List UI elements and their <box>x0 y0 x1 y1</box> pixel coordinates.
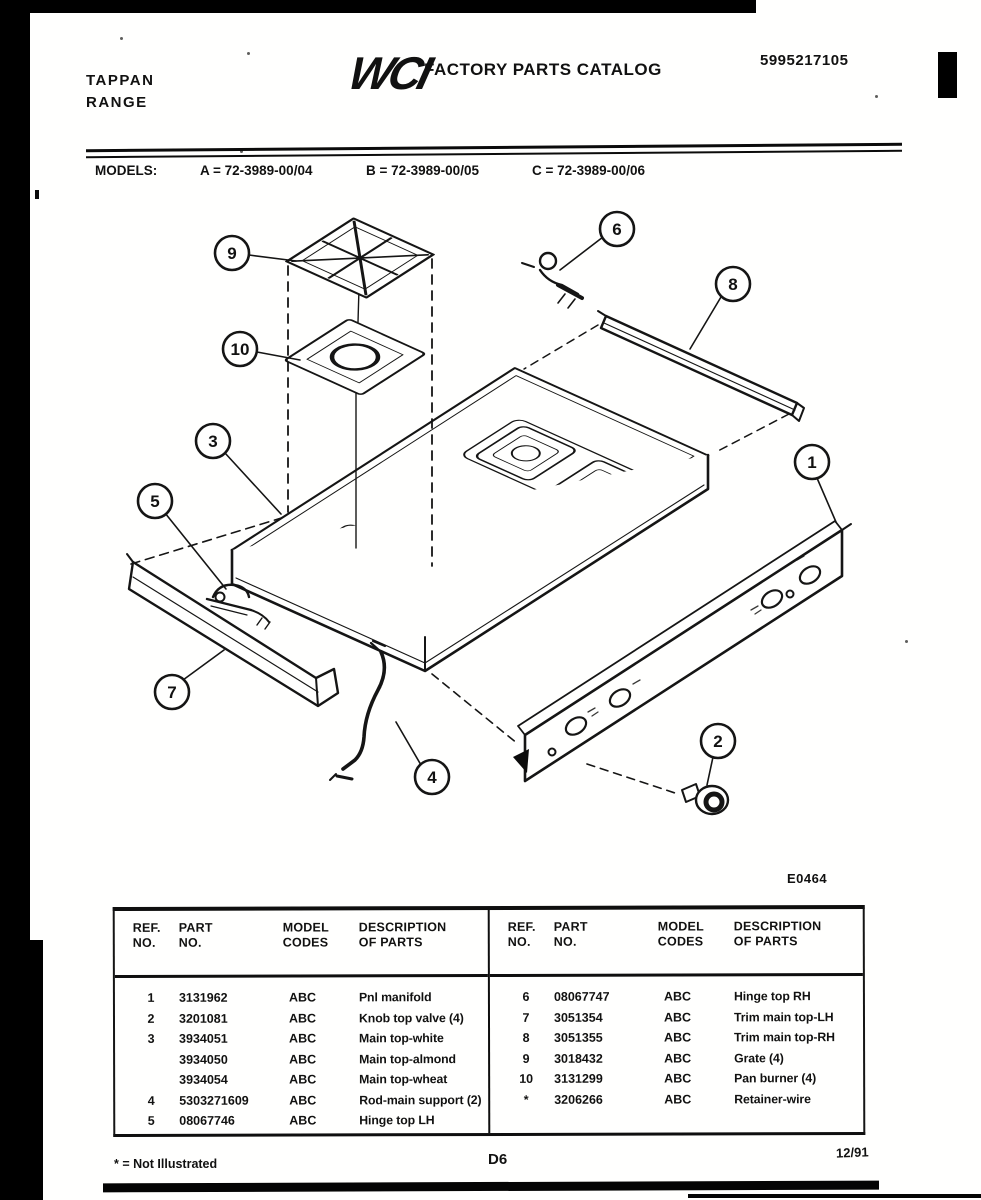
footer-rule-bar-2 <box>688 1194 981 1198</box>
table-row: 8 3051355 ABC Trim main top-RH <box>522 1030 835 1045</box>
callout-10 <box>223 332 257 366</box>
table-row: 2 3201081 ABC Knob top valve (4) <box>147 1010 464 1026</box>
wci-logo: WCI <box>343 47 434 99</box>
table-header-rule <box>490 973 863 977</box>
parts-table-left <box>115 910 491 1134</box>
table-row: 7 3051354 ABC Trim main top-LH <box>522 1009 834 1025</box>
callout-7 <box>155 675 189 709</box>
table-header-left <box>133 920 488 951</box>
callout-4 <box>415 760 449 794</box>
callout-9-label: 9 <box>227 244 237 263</box>
callout-1 <box>795 445 829 479</box>
pan-burner <box>285 319 426 395</box>
table-row: 5 08067746 ABC Hinge top LH <box>147 1113 435 1128</box>
table-body-left <box>133 990 485 1134</box>
table-row: 10 3131299 ABC Pan burner (4) <box>519 1071 817 1086</box>
callout-2 <box>701 724 735 758</box>
col-header-codes: MODEL CODES <box>657 919 704 949</box>
callout-2-label: 2 <box>713 732 723 751</box>
table-row: 4 5303271609 ABC Rod-main support (2) <box>147 1092 482 1108</box>
col-header-ref: REF. NO. <box>507 919 536 949</box>
col-header-codes: MODEL CODES <box>282 920 329 950</box>
model-a: A = 72-3989-00/04 <box>200 163 313 178</box>
col-header-part: PART NO. <box>178 920 213 950</box>
table-row: 9 3018432 ABC Grate (4) <box>522 1050 784 1066</box>
table-row: 6 08067747 ABC Hinge top RH <box>522 989 811 1004</box>
table-row: 1 3131962 ABC Pnl manifold <box>147 990 432 1005</box>
callout-6-label: 6 <box>612 220 622 239</box>
main-top <box>232 368 708 671</box>
callout-1-label: 1 <box>807 453 817 472</box>
rod-main-support <box>330 641 385 780</box>
catalog-title: FACTORY PARTS CATALOG <box>424 60 662 79</box>
table-header-rule <box>115 974 488 978</box>
callout-3-label: 3 <box>208 432 218 451</box>
models-label: MODELS: <box>95 163 158 178</box>
page-code: D6 <box>488 1151 508 1168</box>
callout-8 <box>716 267 750 301</box>
callout-9 <box>215 236 249 270</box>
callout-5 <box>138 484 172 518</box>
publication-number: 5995217105 <box>760 52 849 69</box>
grate <box>287 218 434 297</box>
table-row: 3 3934051 ABC Main top-white <box>147 1031 444 1046</box>
alignment-dashed-panel <box>432 674 518 744</box>
callout-8-label: 8 <box>728 275 738 294</box>
model-c: C = 72-3989-00/06 <box>532 163 645 178</box>
table-row: 3934054 ABC Main top-wheat <box>179 1072 448 1087</box>
callout-3 <box>196 424 230 458</box>
knob-top-valve <box>587 764 728 814</box>
panel-end-fold <box>513 749 529 773</box>
callout-5-label: 5 <box>150 492 160 511</box>
not-illustrated-note: * = Not Illustrated <box>114 1157 218 1171</box>
table-header-right <box>508 919 863 950</box>
brand-line-1: TAPPAN <box>86 72 155 89</box>
callout-6 <box>600 212 634 246</box>
parts-table <box>113 905 866 1137</box>
callout-10-label: 10 <box>230 340 250 359</box>
col-header-ref: REF. NO. <box>132 920 161 950</box>
figure-code: E0464 <box>787 871 828 886</box>
revision-date: 12/91 <box>835 1144 869 1161</box>
hinge-top-rh <box>522 253 582 308</box>
table-body-right <box>508 989 860 1113</box>
callout-7-label: 7 <box>167 683 177 702</box>
brand-line-2: RANGE <box>86 94 148 111</box>
model-b: B = 72-3989-00/05 <box>366 163 479 178</box>
col-header-desc: DESCRIPTION OF PARTS <box>358 920 447 950</box>
col-header-part: PART NO. <box>553 919 588 949</box>
callout-4-label: 4 <box>427 768 437 787</box>
table-row: * 3206266 ABC Retainer-wire <box>523 1091 811 1107</box>
col-header-desc: DESCRIPTION OF PARTS <box>733 919 822 949</box>
table-row: 3934050 ABC Main top-almond <box>179 1051 456 1067</box>
parts-table-right <box>490 909 864 1133</box>
